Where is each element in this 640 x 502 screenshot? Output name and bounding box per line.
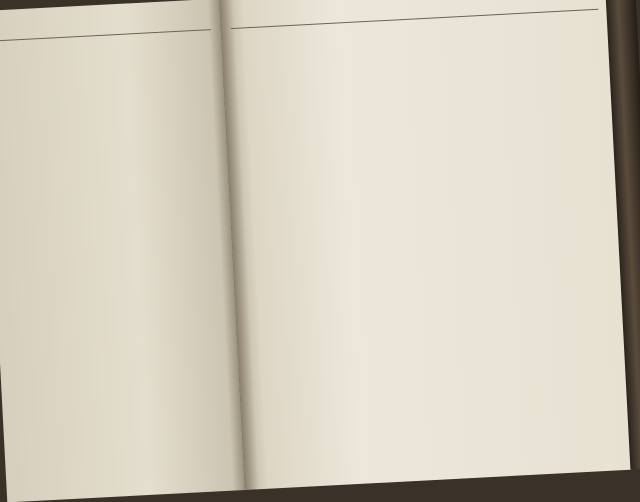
section-number xyxy=(257,38,258,52)
section-title xyxy=(261,37,262,51)
section-heading xyxy=(257,22,583,52)
right-page xyxy=(219,0,632,490)
left-text-column xyxy=(0,35,215,47)
right-text-column xyxy=(243,16,584,57)
left-page xyxy=(0,0,245,502)
left-header-rule xyxy=(0,29,211,41)
